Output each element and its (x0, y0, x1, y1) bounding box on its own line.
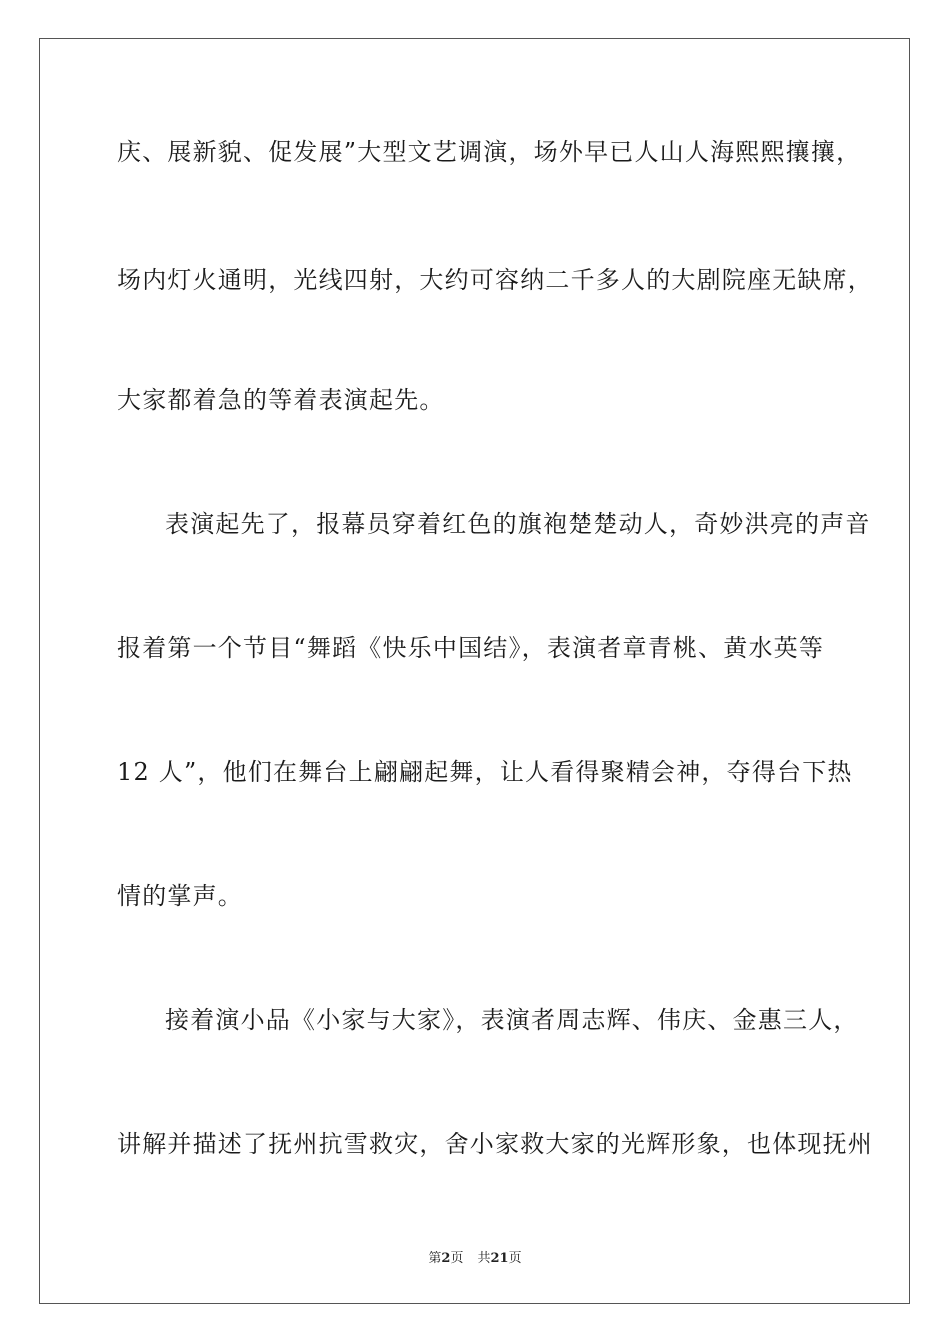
footer-page-number: 2 (441, 1251, 451, 1266)
body-line-3: 大家都着急的等着表演起先。 (117, 386, 445, 414)
body-line-6: 12 人”，他们在舞台上翩翩起舞，让人看得聚精会神，夺得台下热 (117, 758, 853, 786)
footer-page-suffix: 页 (450, 1251, 464, 1266)
footer-page-prefix: 第 (428, 1251, 442, 1266)
footer-total-suffix: 页 (508, 1251, 522, 1266)
body-line-8: 接着演小品《小家与大家》，表演者周志辉、伟庆、金惠三人， (165, 1006, 859, 1034)
body-line-2: 场内灯火通明，光线四射，大约可容纳二千多人的大剧院座无缺席， (117, 266, 873, 294)
body-line-1: 庆、展新貌、促发展”大型文艺调演，场外早已人山人海熙熙攘攘， (117, 138, 862, 166)
footer-total-prefix: 共 (477, 1251, 491, 1266)
body-line-5: 报着第一个节目“舞蹈《快乐中国结》，表演者章青桃、黄水英等 (117, 634, 825, 662)
body-line-7: 情的掌声。 (117, 882, 243, 910)
page-border (39, 38, 910, 1304)
body-line-9: 讲解并描述了抚州抗雪救灾，舍小家救大家的光辉形象，也体现抚州 (117, 1130, 873, 1158)
body-line-4: 表演起先了，报幕员穿着红色的旗袍楚楚动人，奇妙洪亮的声音 (165, 510, 871, 538)
page-footer (0, 1247, 950, 1266)
footer-total-number: 21 (490, 1251, 509, 1266)
